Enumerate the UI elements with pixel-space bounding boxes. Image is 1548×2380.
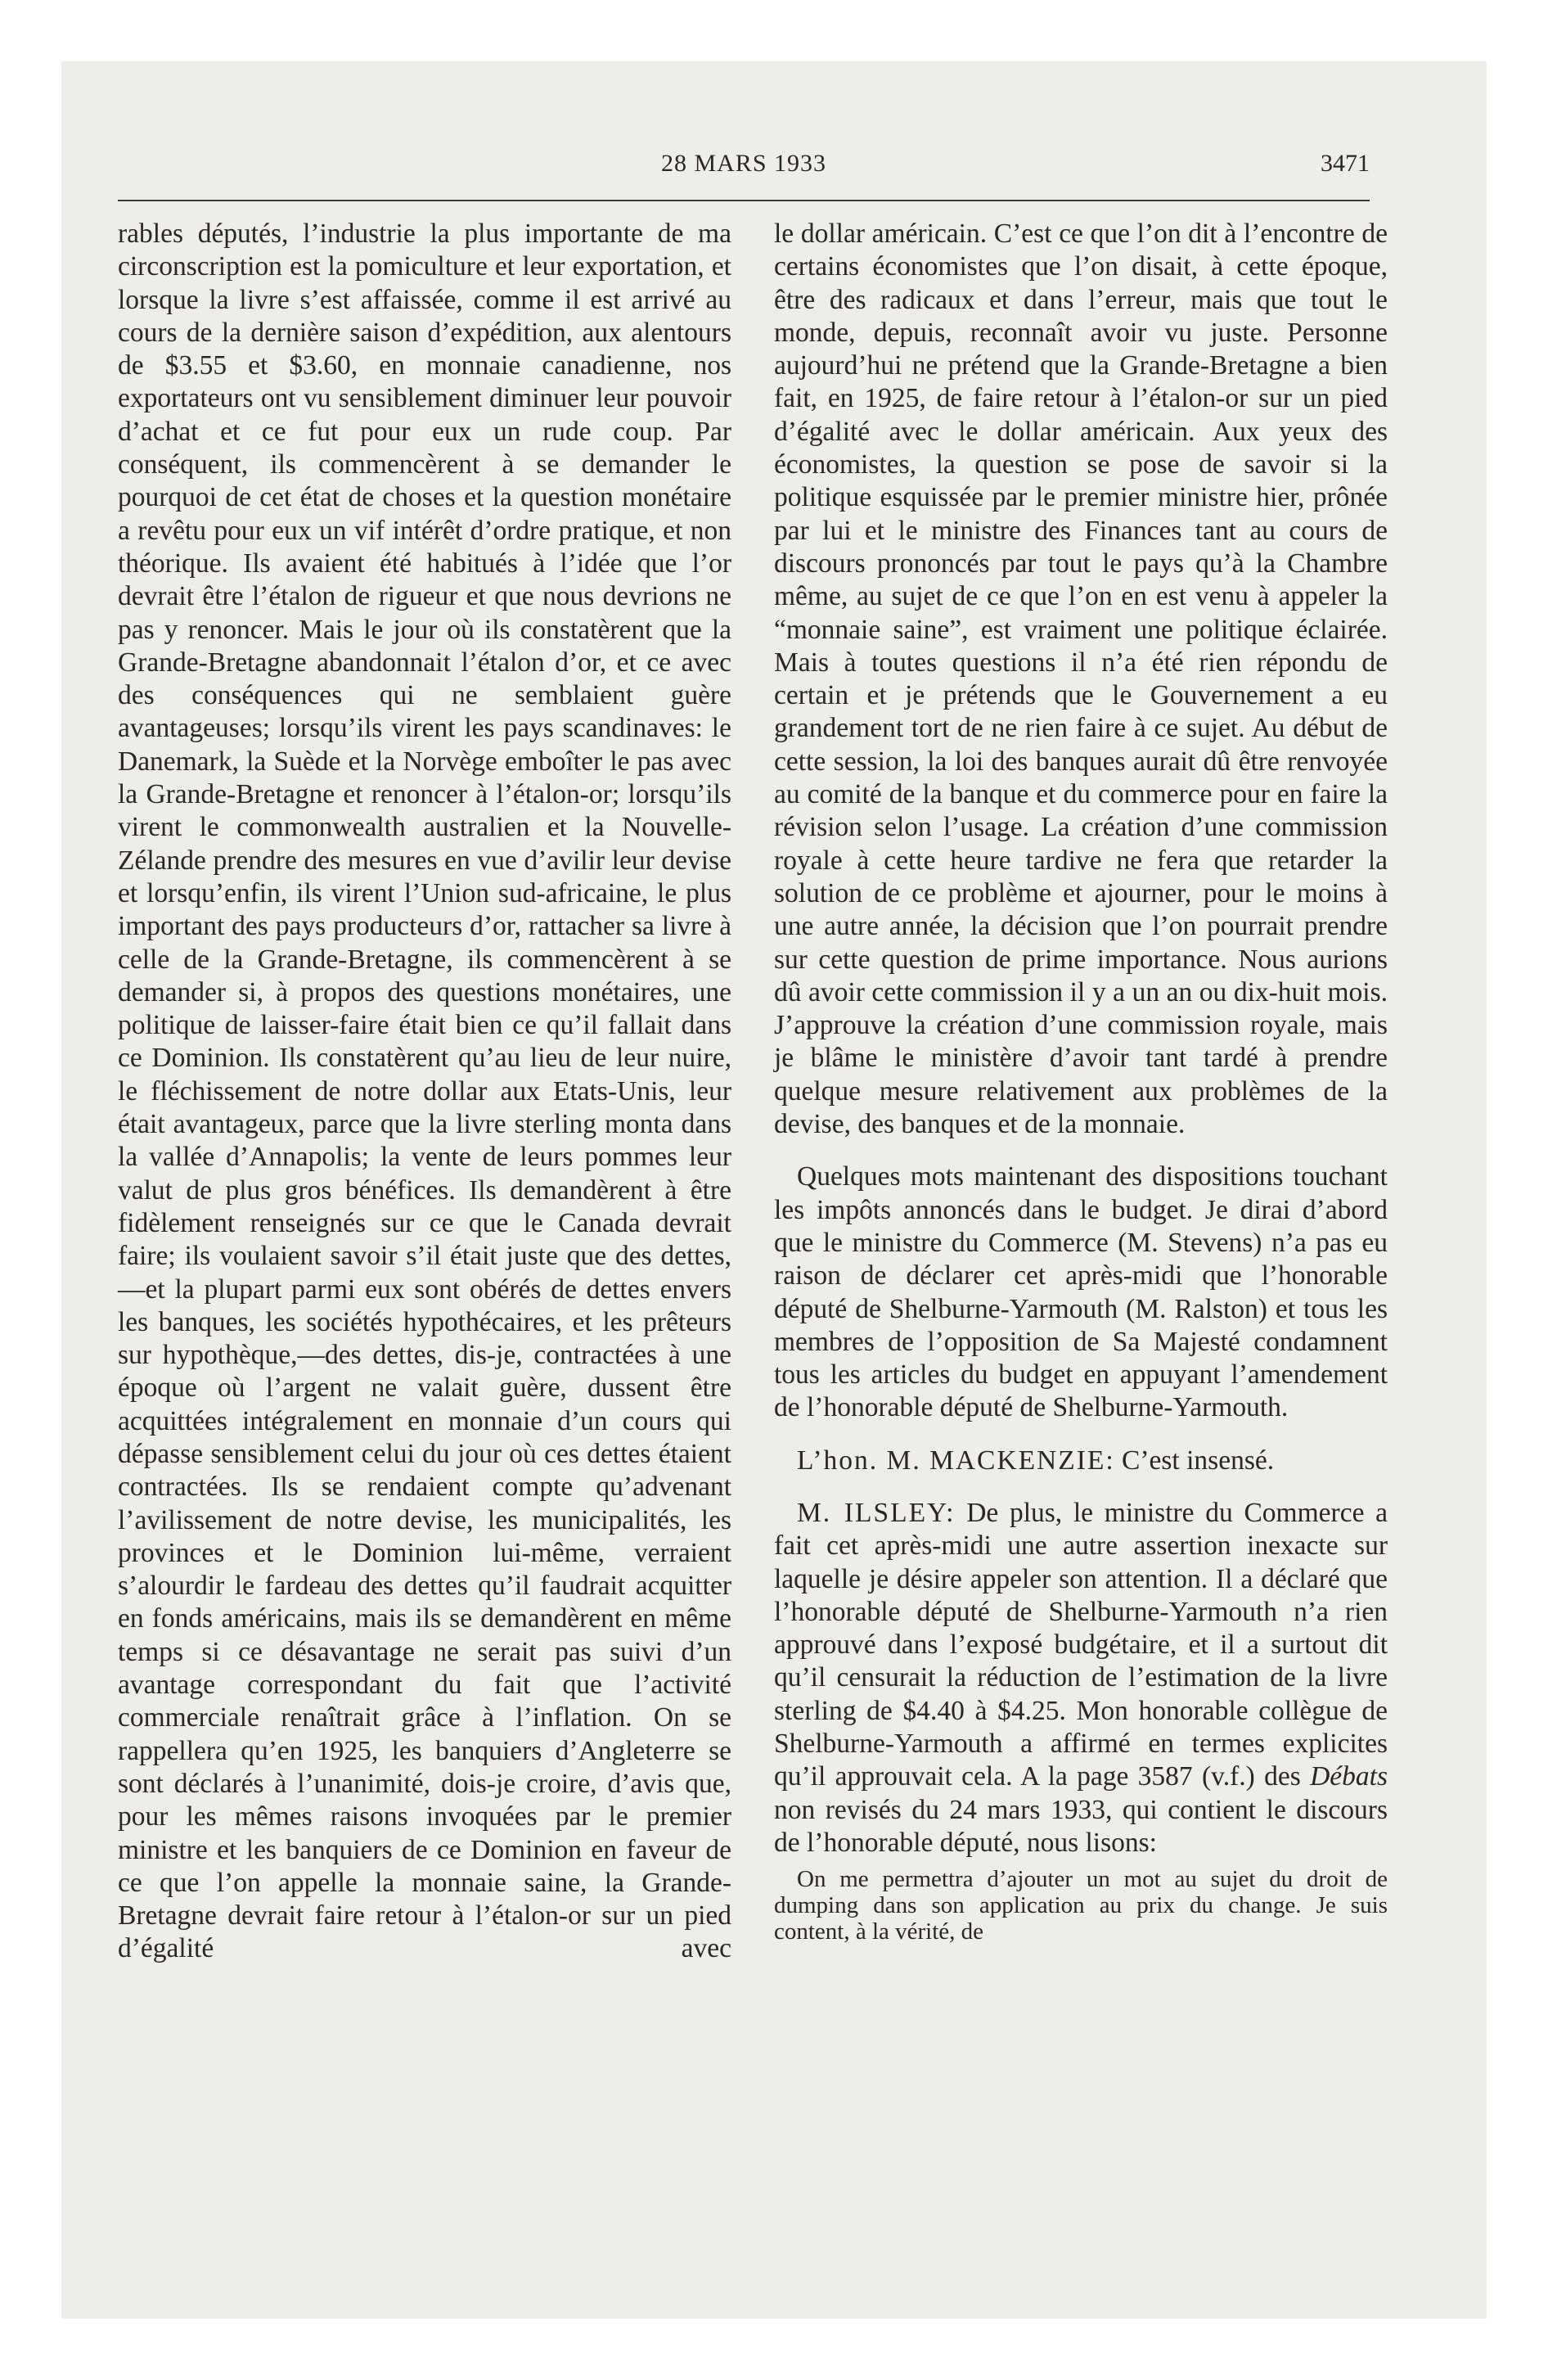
right-paragraph-3 (774, 1445, 1388, 1477)
speech-text: C’est insensé. (1122, 1445, 1275, 1476)
page-header (118, 150, 1370, 191)
left-column-paragraph: rables députés, l’industrie la plus importante de ma circonscription est la pomiculture et leur exportation, et lorsque la livre s’est affaissée, comme il est arrivé au cours de la dernière saison d’expédition, aux alentours de $3.55 et $3.60, en monnaie canadienne, nos exportateurs ont vu sensiblement diminuer leur pouvoir d’achat et ce fut pour eux un rude coup. Par conséquent, ils commencèrent à se demander le pourquoi de cet état de choses et la question monétaire a revêtu pour eux un vif intérêt d’ordre pratique, et non théorique. Ils avaient été habitués à l’idée que l’or devrait être l’étalon de rigueur et que nous devrions ne pas y renoncer. Mais le jour où ils constatèrent que la Grande-Bretagne abandonnait l’étalon d’or, et ce avec des conséquences qui ne semblaient guère avantageuses; lorsqu’ils virent les pays scandinaves: le Danemark, la Suède et la Norvège emboîter le pas avec la Grande-Bretagne et renoncer à l’étalon-or; lorsqu’ils virent le commonwealth australien et la Nouvelle-Zélande prendre des mesures en vue d’avilir leur devise et lorsqu’enfin, ils virent l’Union sud-africaine, le plus important des pays producteurs d’or, rattacher sa livre à celle de la Grande-Bretagne, ils commencèrent à se demander si, à propos des questions monétaires, une politique de laisser-faire était bien ce qu’il fallait dans ce Dominion. Ils constatèrent qu’au lieu de leur nuire, le fléchissement de notre dollar aux Etats-Unis, leur était avantageux, parce que la livre sterling monta dans la vallée d’Annapolis; la vente de leurs pommes leur valut de plus gros bénéfices. Ils demandèrent à être fidèlement renseignés sur ce que le Canada devrait faire; ils voulaient savoir s’il était juste que des dettes,—et la plupart parmi eux sont obérés de dettes envers les banques, les sociétés hypothécaires, et les prêteurs sur hypothèque,—des dettes, dis-je, contractées à une époque où l’argent ne valait guère, dussent être acquittées intégralement en monnaie d’un cours qui dépasse sensiblement celui du jour où ces dettes étaient contractées. Ils se rendaient compte qu’advenant l’avilissement de notre devise, les municipalités, les provinces et le Dominion lui-même, verraient s’alourdir le fardeau des dettes qu’il faudrait acquitter en fonds américains, mais ils se demandèrent en même temps si ce désavantage ne serait pas suivi d’un avantage correspondant du fait que l’activité commerciale renaîtrait grâce à l’inflation. On se rappellera qu’en 1925, les banquiers d’Angleterre se sont déclarés à l’unanimité, dois-je croire, d’avis que, pour les mêmes raisons invoquées par le premier ministre et les banquiers de ce Dominion en faveur de ce que l’on appelle la monnaie saine, la Grande-Bretagne devrait faire retour à l’étalon-or sur un pied d’égalité avec (118, 219, 731, 1964)
speech-text: De plus, le ministre du Commerce a fait cet après-midi une autre assertion inexacte sur laquelle je désire appeler son attention. Il a déclaré que l’honorable député de Shelburne-Yarmouth n’a rien approuvé dans l’exposé budgétaire, et il a surtout dit qu’il censurait la réduction de l’estimation de la livre sterling de $4.40 à $4.25. Mon honorable collègue de Shelburne-Yarmouth a affirmé en termes explicites qu’il approuvait cela. A la page 3587 (v.f.) des (774, 1497, 1388, 1792)
right-paragraph-2: Quelques mots maintenant des dispositions touchant les impôts annoncés dans le budget. Je dirai d’abord que le ministre du Commerce (M. Stevens) n’a pas eu raison de déclarer cet après-midi que l’honorable député de Shelburne-Yarmouth (M. Ralston) et tous les membres de l’opposition de Sa Majesté condamnent tous les articles du budget en appuyant l’amendement de l’honorable député de Shelburne-Yarmouth. (774, 1161, 1388, 1423)
header-date: 28 MARS 1933 (660, 150, 827, 177)
left-column (118, 218, 731, 1966)
italic-title: Débats (1310, 1761, 1388, 1792)
right-paragraph-1: le dollar américain. C’est ce que l’on dit à l’encontre de certains économistes que l’on disait, à cette époque, être des radicaux et dans l’erreur, mais que tout le monde, depuis, reconnaît avoir vu juste. Personne aujourd’hui ne prétend que la Grande-Bretagne a bien fait, en 1925, de faire retour à l’étalon-or sur un pied d’égalité avec le dollar américain. Aux yeux des économistes, la question se pose de savoir si la politique esquissée par le premier ministre hier, prônée par lui et le ministre des Finances tant au cours de discours prononcés par tout le pays qu’à la Chambre même, au sujet de ce que l’on en est venu à appeler la “monnaie saine”, est vraiment une politique éclairée. Mais à toutes questions il n’a été rien répondu de certain et je prétends que le Gouvernement a eu grandement tort de ne rien faire à ce sujet. Au début de cette session, la loi des banques aurait dû être renvoyée au comité de la banque et du commerce pour en faire la révision selon l’usage. La création d’une commission royale à cette heure tardive ne fera que retarder la solution de ce problème et ajourner, pour le moins à une autre année, la décision que l’on pourrait prendre sur cette question de prime importance. Nous aurions dû avoir cette commission il y a un an ou dix-huit mois. J’approuve la création d’une commission royale, mais je blâme le ministère d’avoir tant tardé à prendre quelque mesure relativement aux problèmes de la devise, des banques et de la monnaie. (774, 219, 1388, 1140)
header-page-number: 3471 (1321, 150, 1370, 177)
header-rule (118, 200, 1370, 201)
block-quote: On me permettra d’ajouter un mot au sujet du droit de dumping dans son application au prix du change. Je suis content, à la vérité, de (774, 1866, 1388, 1945)
right-paragraph-4 (774, 1497, 1388, 1859)
speaker-name: M. ILSLEY: (797, 1497, 956, 1528)
speaker-name: L’hon. M. MACKENZIE: (797, 1445, 1115, 1476)
speech-text-tail: non revisés du 24 mars 1933, qui contient le discours de l’honorable député, nous lisons: (774, 1794, 1388, 1858)
right-column (774, 218, 1388, 1945)
